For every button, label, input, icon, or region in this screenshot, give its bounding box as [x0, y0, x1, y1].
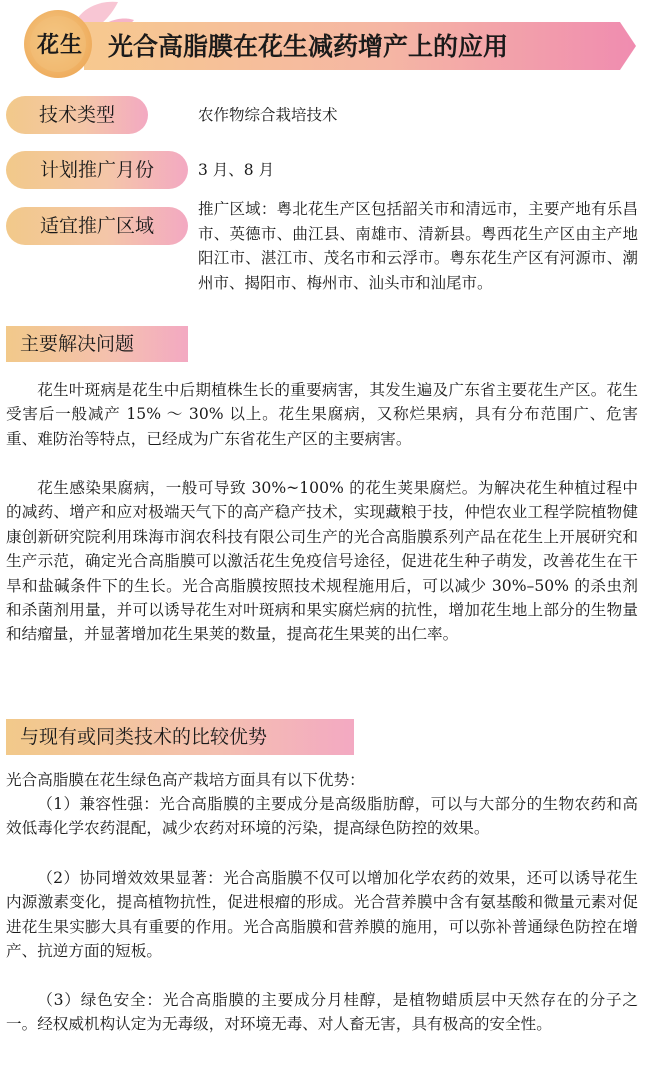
problem-paragraph-1: 花生叶斑病是花生中后期植株生长的重要病害，其发生遍及广东省主要花生产区。花生受害后一般减产 15% ～ 30% 以上。花生果腐病，又称烂果病，具有分布范围广、危害重、难防治等特点，已经成为广东省花生产区的主要病害。	[6, 381, 638, 448]
advantage-intro: 光合高脂膜在花生绿色高产栽培方面具有以下优势：	[6, 771, 365, 789]
region-value: 推广区域：粤北花生产区包括韶关市和清远市，主要产地有乐昌市、英德市、曲江县、南雄市、清新县。粤西花生产区由主产地阳江市、湛江市、茂名市和云浮市。粤东花生产区有河源市、潮州市、揭阳市、梅州市、汕头市和汕尾市。	[198, 200, 638, 292]
tech-type-value: 农作物综合栽培技术	[198, 106, 338, 124]
advantage-item-3: （3）绿色安全：光合高脂膜的主要成分月桂醇，是植物蜡质层中天然存在的分子之一。经权威机构认定为无毒级，对环境无毒、对人畜无害，具有极高的安全性。	[6, 991, 638, 1034]
category-label: 花生	[36, 33, 83, 58]
month-label: 计划推广月份	[6, 151, 188, 189]
title-banner	[0, 0, 648, 84]
tech-type-label: 技术类型	[6, 96, 148, 134]
region-label: 适宜推广区域	[6, 207, 188, 245]
month-value: 3 月、8 月	[198, 161, 275, 179]
section-heading-advantage: 与现有或同类技术的比较优势	[6, 719, 354, 755]
advantage-item-2: （2）协同增效效果显著：光合高脂膜不仅可以增加化学农药的效果，还可以诱导花生内源激素变化，提高植物抗性，促进根瘤的形成。光合营养膜中含有氨基酸和微量元素对促进花生果实膨大具有重要的作用。光合高脂膜和营养膜的施用，可以弥补普通绿色防控在增产、抗逆方面的短板。	[6, 869, 638, 961]
section-heading-problem: 主要解决问题	[6, 326, 188, 362]
problem-paragraph-2: 花生感染果腐病，一般可导致 30%~100% 的花生荚果腐烂。为解决花生种植过程中的减药、增产和应对极端天气下的高产稳产技术，实现藏粮于技，仲恺农业工程学院植物健康创新研究院利用珠海市润农科技有限公司生产的光合高脂膜系列产品在花生上开展研究和生产示范，确定光合高脂膜可以激活花生免疫信号途径，促进花生种子萌发，改善花生在干旱和盐碱条件下的生长。光合高脂膜按照技术规程施用后，可以减少 30%–50% 的杀虫剂和杀菌剂用量，并可以诱导花生对叶斑病和果实腐烂病的抗性，增加花生地上部分的生物量和结瘤量，并显著增加花生果荚的数量，提高花生果荚的出仁率。	[6, 479, 638, 644]
advantage-item-1: （1）兼容性强：光合高脂膜的主要成分是高级脂肪醇，可以与大部分的生物农药和高效低毒化学农药混配，减少农药对环境的污染，提高绿色防控的效果。	[6, 795, 638, 838]
page-title: 光合高脂膜在花生减药增产上的应用	[108, 32, 509, 61]
